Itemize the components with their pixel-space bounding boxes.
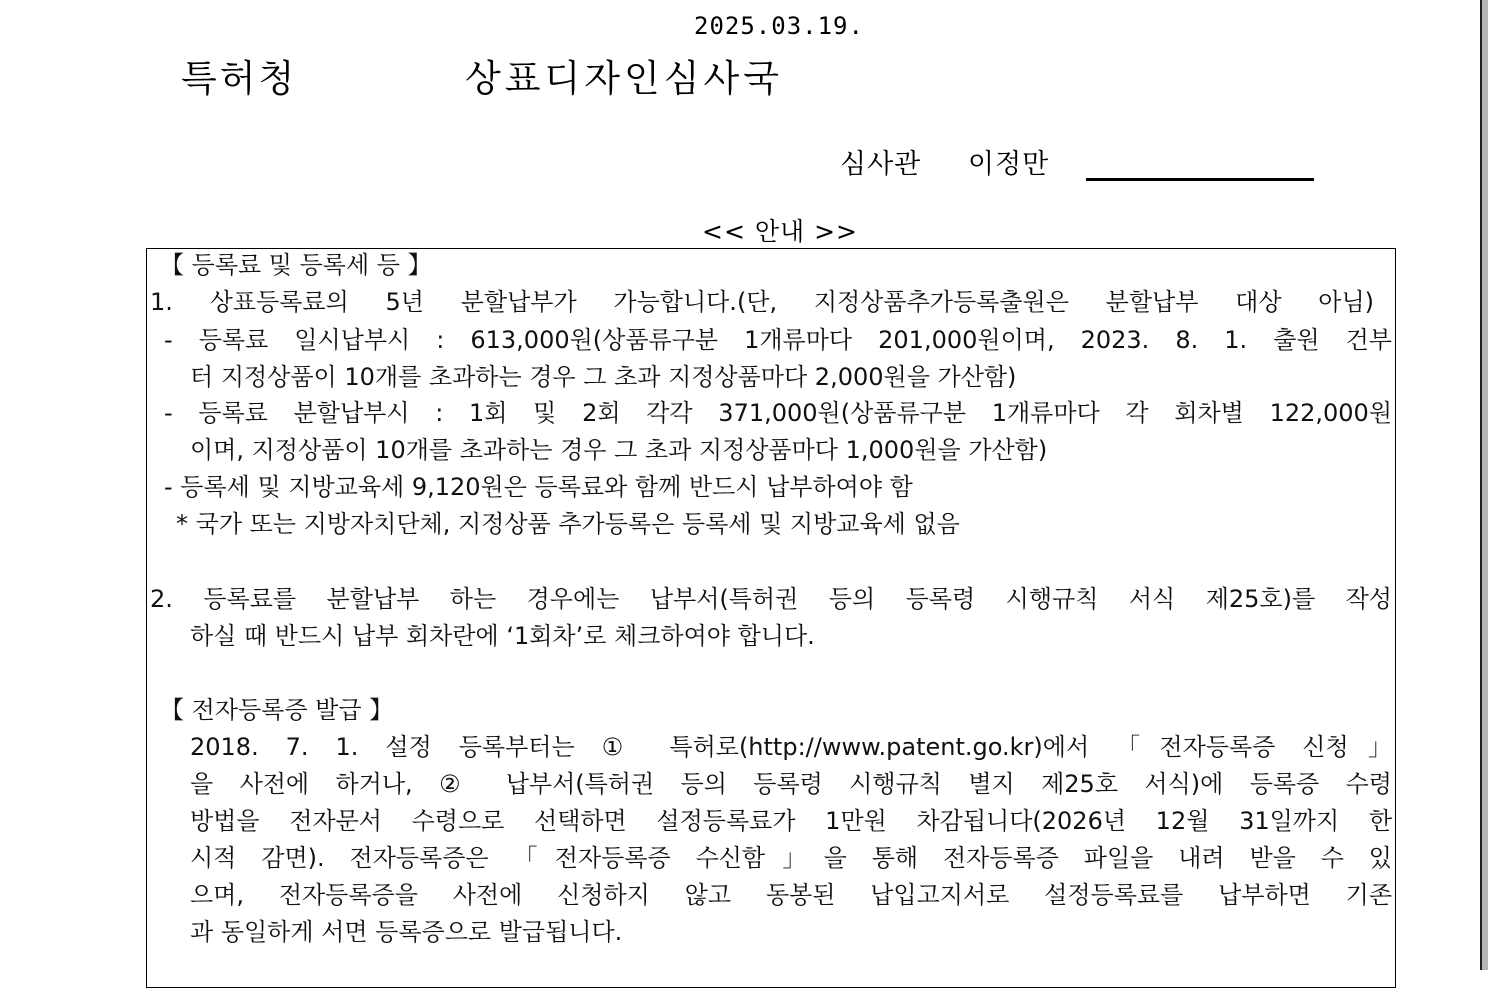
tax-line: - 등록세 및 지방교육세 9,120원은 등록료와 함께 반드시 납부하여야 함 [164,473,913,501]
notice-heading: << 안내 >> [702,217,858,246]
notice-box [146,248,1396,988]
section-fee-title: 【 등록료 및 등록세 등 】 [160,251,432,279]
e-certificate-line-2: 을 사전에 하거나, ② 납부서(특허권 등의 등록령 시행규칙 별지 제25호 서식)에 등록증 수령 [190,770,1392,798]
signature-line [1086,178,1314,181]
section-e-certificate-title: 【 전자등록증 발급 】 [160,696,394,724]
installment-line-1: - 등록료 분할납부시 : 1회 및 2회 각각 371,000원(상품류구분 1개류마다 각 회차별 122,000원 [164,399,1392,427]
bureau-name: 상표디자인심사국 [465,57,783,100]
e-certificate-line-6: 과 동일하게 서면 등록증으로 발급됩니다. [190,918,623,946]
examiner-name: 이정만 [968,149,1050,180]
examiner-title: 심사관 [840,149,922,180]
lump-sum-line-1: - 등록료 일시납부시 : 613,000원(상품류구분 1개류마다 201,000원이며, 2023. 8. 1. 출원 건부 [164,326,1392,354]
e-certificate-line-3: 방법을 전자문서 수령으로 선택하면 설정등록료가 1만원 차감됩니다(2026년 12월 31일까지 한 [190,807,1392,835]
tax-exemption-note: * 국가 또는 지방자치단체, 지정상품 추가등록은 등록세 및 지방교육세 없음 [176,510,960,538]
document-date: 2025.03.19. [694,12,864,40]
office-name: 특허청 [181,57,298,100]
e-certificate-line-5: 으며, 전자등록증을 사전에 신청하지 않고 동봉된 납입고지서로 설정등록료를 납부하면 기존 [190,881,1392,909]
fee-item-1: 1. 상표등록료의 5년 분할납부가 가능합니다.(단, 지정상품추가등록출원은 분할납부 대상 아님) [150,288,1374,316]
e-certificate-line-4: 시적 감면). 전자등록증은 「전자등록증 수신함」을 통해 전자등록증 파일을 내려 받을 수 있 [190,844,1392,872]
installment-line-2: 이며, 지정상품이 10개를 초과하는 경우 그 초과 지정상품마다 1,000원을 가산함) [190,436,1048,464]
window-scroll-edge [1482,0,1488,970]
e-certificate-line-1: 2018. 7. 1. 설정 등록부터는 ① 특허로(http://www.patent.go.kr)에서 「전자등록증 신청」 [190,733,1392,761]
fee-item-2-line-2: 하실 때 반드시 납부 회차란에 ‘1회차’로 체크하여야 합니다. [190,622,815,650]
lump-sum-line-2: 터 지정상품이 10개를 초과하는 경우 그 초과 지정상품마다 2,000원을 가산함) [190,363,1017,391]
fee-item-2-line-1: 2. 등록료를 분할납부 하는 경우에는 납부서(특허권 등의 등록령 시행규칙 서식 제25호)를 작성 [150,585,1392,613]
